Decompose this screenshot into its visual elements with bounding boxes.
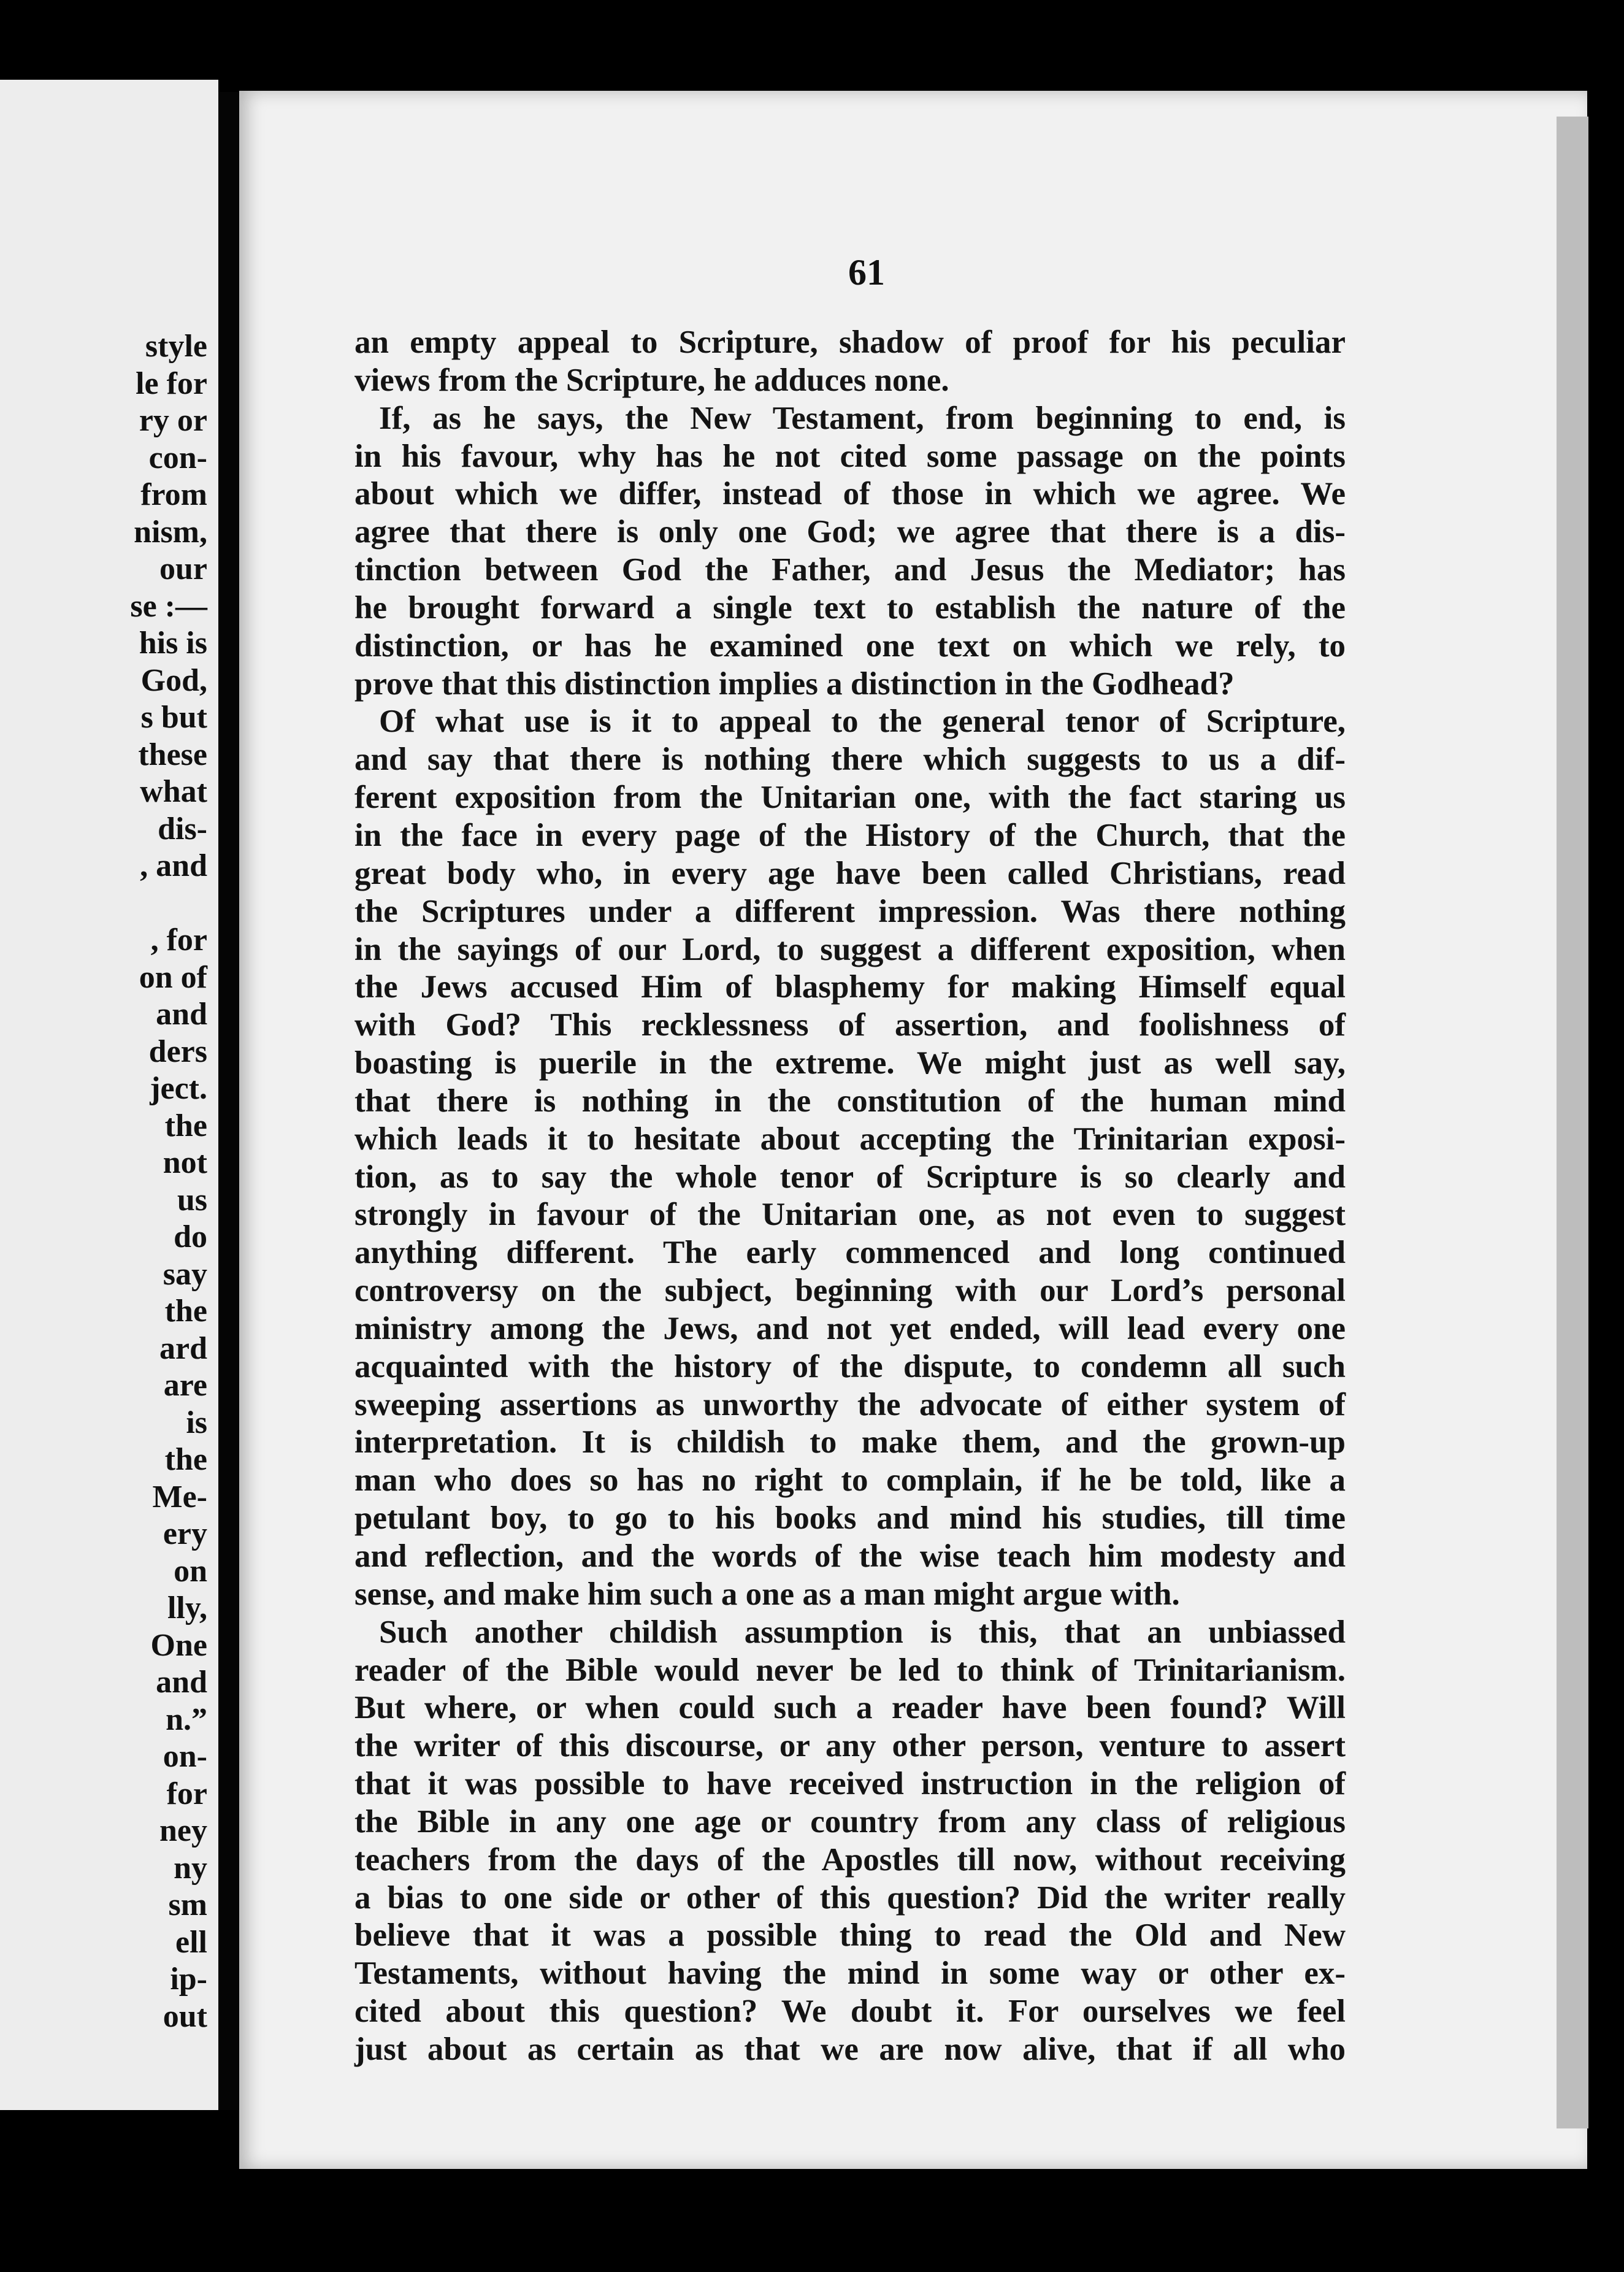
text-line: strongly in favour of the Unitarian one, as not even to suggest xyxy=(354,1197,1346,1233)
left-page-fragment-line: Me- xyxy=(152,1479,207,1514)
text-line: the Scriptures under a different impression. Was there nothing xyxy=(354,893,1346,929)
left-page-fragment-line: from xyxy=(140,477,207,512)
text-line: about which we differ, instead of those in which we agree. We xyxy=(354,476,1346,512)
left-page-fragment-line: say xyxy=(163,1256,207,1292)
text-line: Of what use is it to appeal to the general tenor of Scripture, xyxy=(379,704,1346,740)
text-line: in the face in every page of the History of the Church, that the xyxy=(354,817,1346,853)
text-line: sense, and make him such a one as a man might argue with. xyxy=(354,1576,1180,1612)
text-line: tinction between God the Father, and Jesus the Mediator; has xyxy=(354,552,1346,588)
text-line: cited about this question? We doubt it. For ourselves we feel xyxy=(354,1994,1346,2030)
text-line: great body who, in every age have been called Christians, read xyxy=(354,855,1346,891)
text-line: a bias to one side or other of this question? Did the writer really xyxy=(354,1879,1346,1916)
text-line: in his favour, why has he not cited some passage on the points xyxy=(354,438,1346,474)
left-page-fragment-line: ard xyxy=(159,1330,207,1366)
left-page-fragment-line: nism, xyxy=(134,514,207,550)
left-page-fragment-line: the xyxy=(164,1294,207,1329)
left-page-fragment-line: what xyxy=(140,774,207,809)
text-line: interpretation. It is childish to make them, and the grown-up xyxy=(354,1424,1346,1460)
text-line: tion, as to say the whole tenor of Scripture is so clearly and xyxy=(354,1159,1346,1195)
left-page-fragment-line: God, xyxy=(140,662,207,698)
text-line: But where, or when could such a reader have been found? Will xyxy=(354,1690,1346,1726)
left-page-fragment-line: ders xyxy=(148,1034,207,1069)
left-page-fragment-line: us xyxy=(177,1182,207,1218)
left-page-fragment-line: s but xyxy=(140,700,207,735)
text-line: ministry among the Jews, and not yet ended, will lead every one xyxy=(354,1310,1346,1346)
page-number: 61 xyxy=(848,252,885,293)
left-page-fragment-line: ject. xyxy=(150,1071,207,1106)
left-page-fragment-line: , and xyxy=(140,848,207,883)
text-line: and reflection, and the words of the wise teach him modesty and xyxy=(354,1538,1346,1574)
left-page-fragment-line: is xyxy=(186,1405,207,1440)
text-line: the Bible in any one age or country from any class of religious xyxy=(354,1803,1346,1840)
left-page-fragment-line: ry or xyxy=(139,403,207,438)
text-line: If, as he says, the New Testament, from beginning to end, is xyxy=(379,400,1346,436)
text-line: that it was possible to have received instruction in the religion of xyxy=(354,1766,1346,1802)
left-page-fragment-line: on xyxy=(174,1553,207,1589)
text-line: teachers from the days of the Apostles till now, without receiving xyxy=(354,1841,1346,1878)
text-line: Such another childish assumption is this, that an unbiassed xyxy=(379,1614,1346,1650)
left-page-fragment-line: not xyxy=(163,1145,207,1180)
left-page-fragment xyxy=(0,80,218,2110)
left-page-fragment-line: these xyxy=(138,737,207,772)
left-page-fragment-line: ny xyxy=(174,1850,207,1886)
text-line: anything different. The early commenced and long continued xyxy=(354,1235,1346,1271)
text-line: Testaments, without having the mind in some way or other ex- xyxy=(354,1955,1346,1992)
text-line: distinction, or has he examined one text on which we rely, to xyxy=(354,627,1346,664)
left-page-fragment-line: sm xyxy=(168,1887,207,1922)
text-line: the writer of this discourse, or any other person, venture to assert xyxy=(354,1728,1346,1764)
left-page-fragment-line: style xyxy=(145,329,207,364)
text-line: with God? This recklessness of assertion, and foolishness of xyxy=(354,1007,1346,1043)
left-page-fragment-line: on of xyxy=(139,959,207,995)
text-line: and say that there is nothing there which suggests to us a dif- xyxy=(354,742,1346,778)
text-line: prove that this distinction implies a distinction in the Godhead? xyxy=(354,666,1235,702)
text-line: acquainted with the history of the dispute, to condemn all such xyxy=(354,1348,1346,1384)
text-line: sweeping assertions as unworthy the advocate of either system of xyxy=(354,1386,1346,1422)
left-page-fragment-line: con- xyxy=(148,440,207,475)
left-page-fragment-line: the xyxy=(164,1108,207,1143)
left-page-fragment-line: dis- xyxy=(158,811,207,846)
left-page-fragment-line: his is xyxy=(139,626,207,661)
left-page-fragment-line: are xyxy=(163,1368,207,1403)
left-page-fragment-line: lly, xyxy=(167,1591,207,1625)
left-page-fragment-line: n.” xyxy=(166,1702,207,1737)
text-line: believe that it was a possible thing to read the Old and New xyxy=(354,1917,1346,1954)
text-line: an empty appeal to Scripture, shadow of proof for his peculiar xyxy=(354,324,1346,360)
text-line: petulant boy, to go to his books and mind his studies, till time xyxy=(354,1500,1346,1537)
left-page-fragment-line: le for xyxy=(136,366,207,401)
left-page-fragment-line: se :— xyxy=(130,588,207,624)
text-line: in the sayings of our Lord, to suggest a different exposition, when xyxy=(354,931,1346,967)
left-page-fragment-line: and xyxy=(156,997,207,1032)
text-line: man who does so has no right to complain, if he be told, like a xyxy=(354,1462,1346,1499)
left-page-fragment-line: One xyxy=(150,1627,207,1663)
left-page-fragment-line: ery xyxy=(163,1516,207,1551)
left-page-fragment-line: and xyxy=(156,1665,207,1700)
body-text xyxy=(354,324,1346,2069)
page-edge-shadow xyxy=(1557,117,1588,2128)
left-page-fragment-line: our xyxy=(159,551,207,586)
left-page-fragment-line: for xyxy=(166,1776,207,1811)
text-line: views from the Scripture, he adduces none. xyxy=(354,362,949,398)
text-line: which leads it to hesitate about accepting the Trinitarian exposi- xyxy=(354,1121,1346,1157)
left-page-fragment-line: ip- xyxy=(170,1962,207,1997)
left-page-fragment-line: , for xyxy=(150,923,207,958)
text-line: agree that there is only one God; we agree that there is a dis- xyxy=(354,514,1346,550)
left-page-text-fragments xyxy=(130,328,207,2035)
text-line: reader of the Bible would never be led to think of Trinitarianism. xyxy=(354,1652,1346,1688)
left-page-fragment-line: the xyxy=(164,1442,207,1477)
left-page-fragment-line: out xyxy=(163,1998,207,2034)
left-page-fragment-line: ell xyxy=(175,1924,207,1960)
text-line: that there is nothing in the constitution of the human mind xyxy=(354,1083,1346,1119)
text-line: controversy on the subject, beginning with our Lord’s personal xyxy=(354,1273,1346,1309)
book-gutter xyxy=(218,92,239,2110)
text-line: the Jews accused Him of blasphemy for making Himself equal xyxy=(354,969,1346,1005)
text-line: just about as certain as that we are now alive, that if all who xyxy=(354,2031,1346,2067)
left-page-fragment-line: do xyxy=(174,1219,207,1254)
text-line: he brought forward a single text to establish the nature of the xyxy=(354,589,1346,626)
left-page-fragment-line xyxy=(130,885,207,923)
left-page-fragment-line: on- xyxy=(163,1739,207,1774)
text-line: ferent exposition from the Unitarian one, with the fact staring us xyxy=(354,780,1346,816)
left-page-fragment-line: ney xyxy=(159,1813,207,1848)
text-line: boasting is puerile in the extreme. We might just as well say, xyxy=(354,1045,1346,1081)
